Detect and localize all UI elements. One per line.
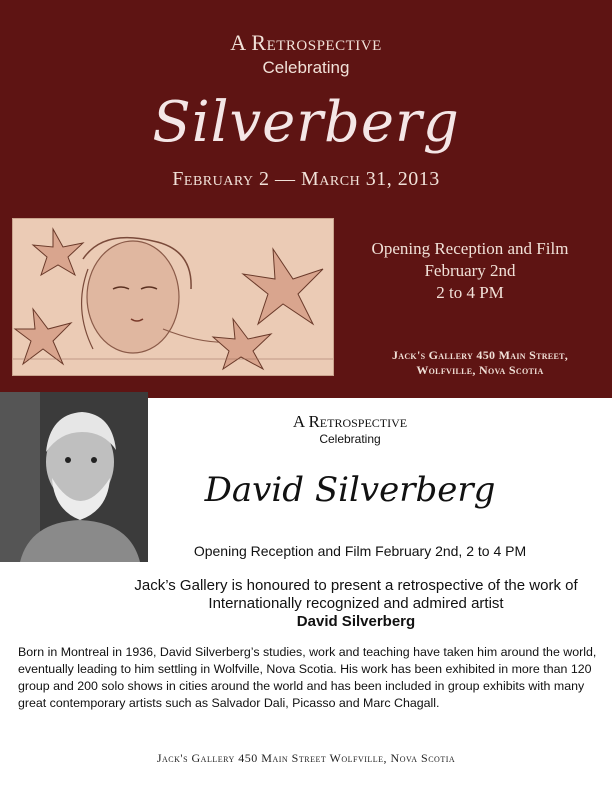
banner-title: A Retrospective xyxy=(230,30,382,55)
lower-artist: David Silverberg xyxy=(296,613,416,630)
artist-bio: Born in Montreal in 1936, David Silverberg’s studies, work and teaching have taken him around the world, eventually leading to him settling in Wolfville, Nova Scotia. His work has been exhibited in more than 120 group and 200 solo shows in cities around the world and has been included in group exhibits with many great contemporary artists such as Salvador Dali, Picasso and Marc Chagall. xyxy=(18,645,597,710)
lower-celebrating: Celebrating xyxy=(319,432,381,446)
flower-drawing-icon xyxy=(13,219,333,375)
banner-artist-name: Silverberg xyxy=(152,90,460,155)
artwork-image xyxy=(12,218,334,376)
banner-celebrating: Celebrating xyxy=(262,58,350,77)
lower-artist-name: David Silverberg xyxy=(204,470,496,510)
lower-title: A Retrospective xyxy=(292,412,408,431)
banner-opening-line3: 2 to 4 PM xyxy=(436,283,504,302)
banner-address-line1: Jack's Gallery 450 Main Street, xyxy=(391,348,569,362)
banner-opening-line2: February 2nd xyxy=(424,261,516,280)
banner-address-line2: Wolfville, Nova Scotia xyxy=(416,363,544,377)
footer-address: Jack's Gallery 450 Main Street Wolfville, Nova Scotia xyxy=(156,751,456,765)
lower-opening: Opening Reception and Film February 2nd, 2 to 4 PM xyxy=(193,543,527,559)
banner-dates: February 2 — March 31, 2013 xyxy=(172,168,440,190)
banner-opening-line1: Opening Reception and Film xyxy=(371,239,569,258)
lower-intro: Jack’s Gallery is honoured to present a retrospective of the work of Internationally recognized and admired artist xyxy=(134,577,578,612)
